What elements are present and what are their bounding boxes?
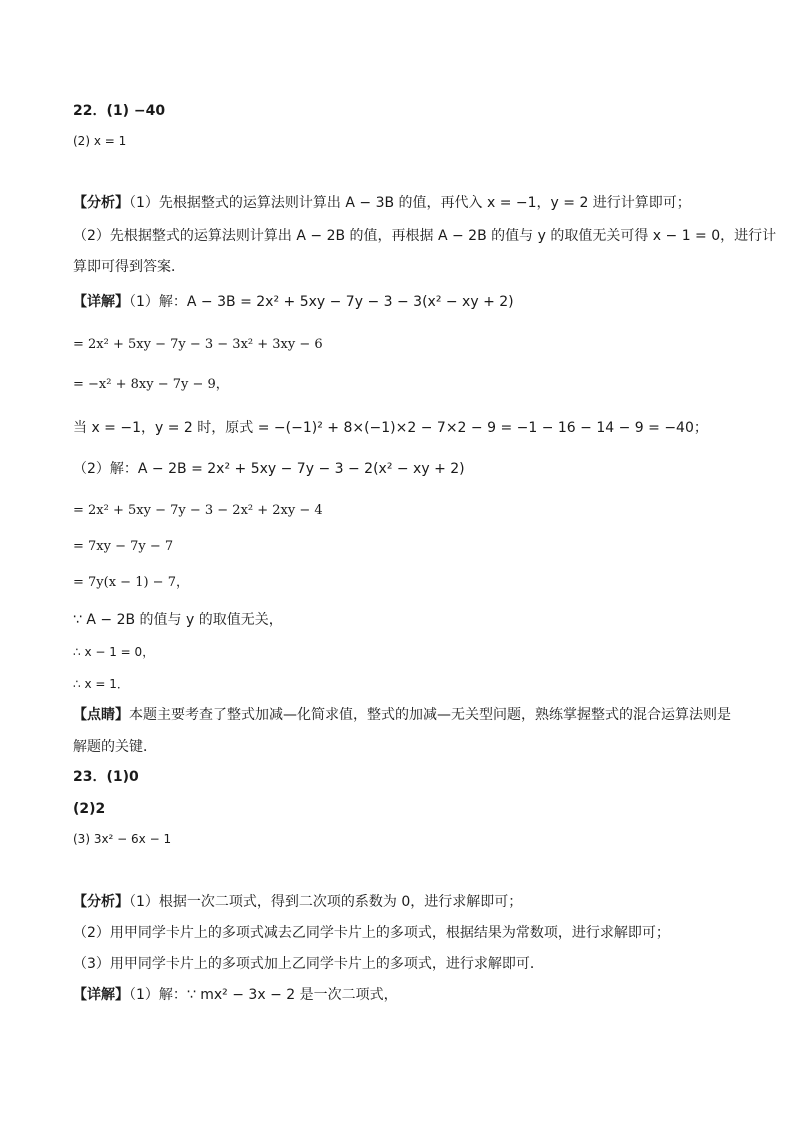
q22-analysis-line-3: 算即可得到答案．	[73, 259, 185, 275]
q22-comment-line-1	[73, 705, 731, 725]
q22-detail-line-4: 当 x = −1，y = 2 时，原式 = −(−1)² + 8×(−1)×2 − 7×2 − 9 = −1 − 16 − 14 − 9 = −40；	[73, 420, 708, 436]
q22-detail-line-5: （2）解：A − 2B = 2x² + 5xy − 7y − 3 − 2(x² − xy + 2)	[73, 461, 465, 477]
q22-detail-line-10: ∴ x − 1 = 0，	[73, 645, 155, 659]
analysis-text: （1）根据一次二项式，得到二次项的系数为 0，进行求解即可；	[129, 894, 523, 910]
q22-detail-line-11: ∴ x = 1．	[73, 677, 129, 691]
q23-analysis-line-1	[73, 892, 522, 912]
q22-detail-line-1	[73, 292, 514, 312]
q22-part2-answer: (2) x = 1	[73, 134, 127, 148]
detail-text: （1）解：A − 3B = 2x² + 5xy − 7y − 3 − 3(x² − xy + 2)	[129, 294, 514, 310]
q22-detail-line-8: = 7y(x − 1) − 7，	[73, 575, 189, 590]
q23-detail-line-1	[73, 985, 398, 1005]
q22-detail-line-7: = 7xy − 7y − 7	[73, 539, 174, 554]
q22-comment-line-2: 解题的关键．	[73, 739, 157, 755]
q22-title: 22．(1) −40	[73, 103, 166, 119]
analysis-label: 【分析】	[73, 894, 129, 910]
detail-label: 【详解】	[73, 294, 129, 310]
q23-part2-answer: (2)2	[73, 801, 106, 817]
q23-part3-answer: (3) 3x² − 6x − 1	[73, 832, 172, 846]
q22-detail-line-2: = 2x² + 5xy − 7y − 3 − 3x² + 3xy − 6	[73, 337, 323, 352]
analysis-label: 【分析】	[73, 195, 129, 211]
q23-analysis-line-2: （2）用甲同学卡片上的多项式减去乙同学卡片上的多项式，根据结果为常数项，进行求解即可；	[73, 925, 670, 941]
comment-text: 本题主要考查了整式加减—化简求值，整式的加减—无关型问题，熟练掌握整式的混合运算法则是	[129, 707, 731, 723]
analysis-text: （1）先根据整式的运算法则计算出 A − 3B 的值，再代入 x = −1，y = 2 进行计算即可；	[129, 195, 691, 211]
q23-analysis-line-3: （3）用甲同学卡片上的多项式加上乙同学卡片上的多项式，进行求解即可．	[73, 956, 544, 972]
detail-text: （1）解：∵ mx² − 3x − 2 是一次二项式，	[129, 987, 398, 1003]
q22-analysis-line-2: （2）先根据整式的运算法则计算出 A − 2B 的值，再根据 A − 2B 的值与 y 的取值无关可得 x − 1 = 0，进行计	[73, 228, 777, 244]
comment-label: 【点睛】	[73, 707, 129, 723]
q22-detail-line-3: = −x² + 8xy − 7y − 9，	[73, 377, 229, 392]
detail-label: 【详解】	[73, 987, 129, 1003]
q22-detail-line-6: = 2x² + 5xy − 7y − 3 − 2x² + 2xy − 4	[73, 503, 323, 518]
q23-title: 23．(1)0	[73, 769, 139, 785]
q22-analysis-line-1	[73, 193, 691, 213]
q22-detail-line-9: ∵ A − 2B 的值与 y 的取值无关，	[73, 612, 283, 628]
